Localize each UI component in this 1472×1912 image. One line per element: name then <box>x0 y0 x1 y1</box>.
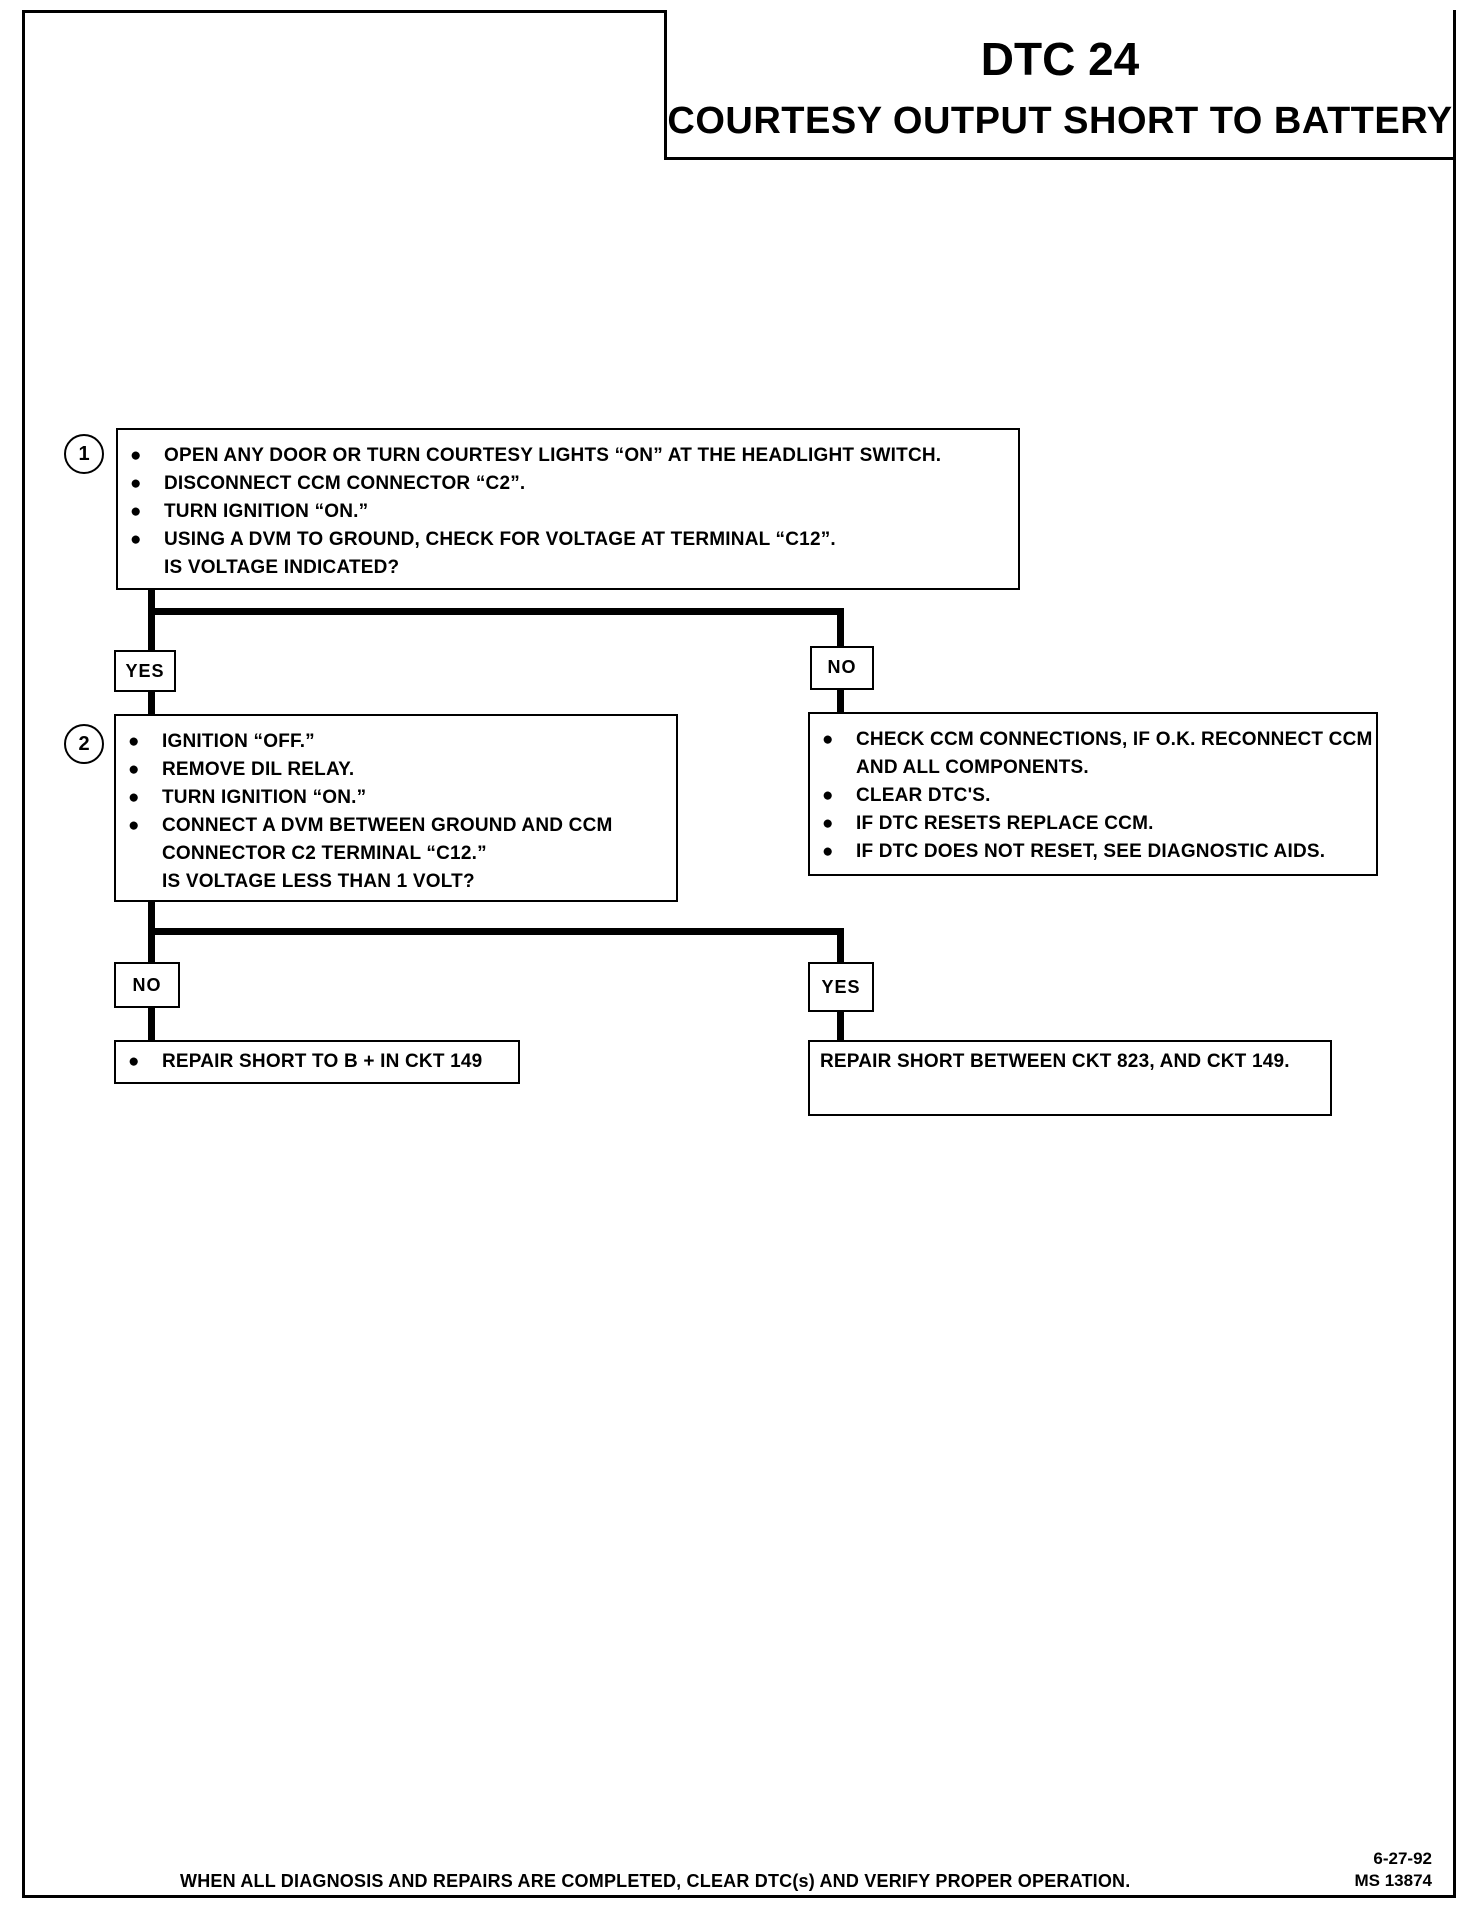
step-2-item: ● TURN IGNITION “ON.” <box>128 787 367 808</box>
step-1-number: 1 <box>64 434 104 474</box>
step-2-yes-result-box <box>808 1040 1332 1116</box>
connector-step2-branch <box>148 928 844 935</box>
connector-no2-to-result <box>148 1006 155 1042</box>
page-frame <box>22 10 1456 1898</box>
dtc-code: DTC 24 <box>980 33 1140 85</box>
step-2-item: ● REMOVE DIL RELAY. <box>128 759 355 780</box>
footer-meta <box>1355 1848 1433 1892</box>
step-1-item: ● TURN IGNITION “ON.” <box>130 501 369 522</box>
step-1-no-item: ● CLEAR DTC'S. <box>822 785 991 806</box>
connector-step1-branch <box>148 608 844 615</box>
step-1-no-result-box <box>808 712 1378 876</box>
footer-date: 6-27-92 <box>1373 1849 1432 1868</box>
title-block <box>664 10 1456 160</box>
dtc-title: COURTESY OUTPUT SHORT TO BATTERY <box>667 100 1453 142</box>
footer-note: WHEN ALL DIAGNOSIS AND REPAIRS ARE COMPLETED, CLEAR DTC(s) AND VERIFY PROPER OPERATION. <box>180 1871 1131 1891</box>
step-1-box <box>116 428 1020 590</box>
step-2-yes-text: REPAIR SHORT BETWEEN CKT 823, AND CKT 149. <box>820 1051 1290 1072</box>
connector-step2-yes-down <box>837 928 844 964</box>
step-2-question: IS VOLTAGE LESS THAN 1 VOLT? <box>162 871 475 892</box>
step-2-yes-label: YES <box>808 962 874 1012</box>
step-1-no-label: NO <box>810 646 874 690</box>
connector-step1-down <box>148 588 155 658</box>
step-2-item: ● IGNITION “OFF.” <box>128 731 315 752</box>
step-1-item: ● OPEN ANY DOOR OR TURN COURTESY LIGHTS “ON” AT THE HEADLIGHT SWITCH. <box>130 445 942 466</box>
step-1-no-item: ● CHECK CCM CONNECTIONS, IF O.K. RECONNECT CCM AND ALL COMPONENTS. <box>822 729 1373 778</box>
step-2-item: ● CONNECT A DVM BETWEEN GROUND AND CCM CONNECTOR C2 TERMINAL “C12.” <box>128 815 613 864</box>
connector-yes2-to-result <box>837 1010 844 1044</box>
step-1-question: IS VOLTAGE INDICATED? <box>164 557 400 578</box>
step-2-box <box>114 714 678 902</box>
step-2-no-result-box <box>114 1040 520 1084</box>
step-1-item: ● DISCONNECT CCM CONNECTOR “C2”. <box>130 473 526 494</box>
step-1-yes-label: YES <box>114 650 176 692</box>
step-2-no-label: NO <box>114 962 180 1008</box>
step-1-item: ● USING A DVM TO GROUND, CHECK FOR VOLTAGE AT TERMINAL “C12”. <box>130 529 836 550</box>
connector-step2-down <box>148 900 155 970</box>
step-1-no-item: ● IF DTC DOES NOT RESET, SEE DIAGNOSTIC AIDS. <box>822 841 1326 862</box>
connector-no1-to-result <box>837 688 844 714</box>
step-2-number: 2 <box>64 724 104 764</box>
step-2-no-item: ● REPAIR SHORT TO B + IN CKT 149 <box>128 1051 483 1072</box>
step-1-no-item: ● IF DTC RESETS REPLACE CCM. <box>822 813 1154 834</box>
footer-doc-id: MS 13874 <box>1354 1871 1432 1890</box>
